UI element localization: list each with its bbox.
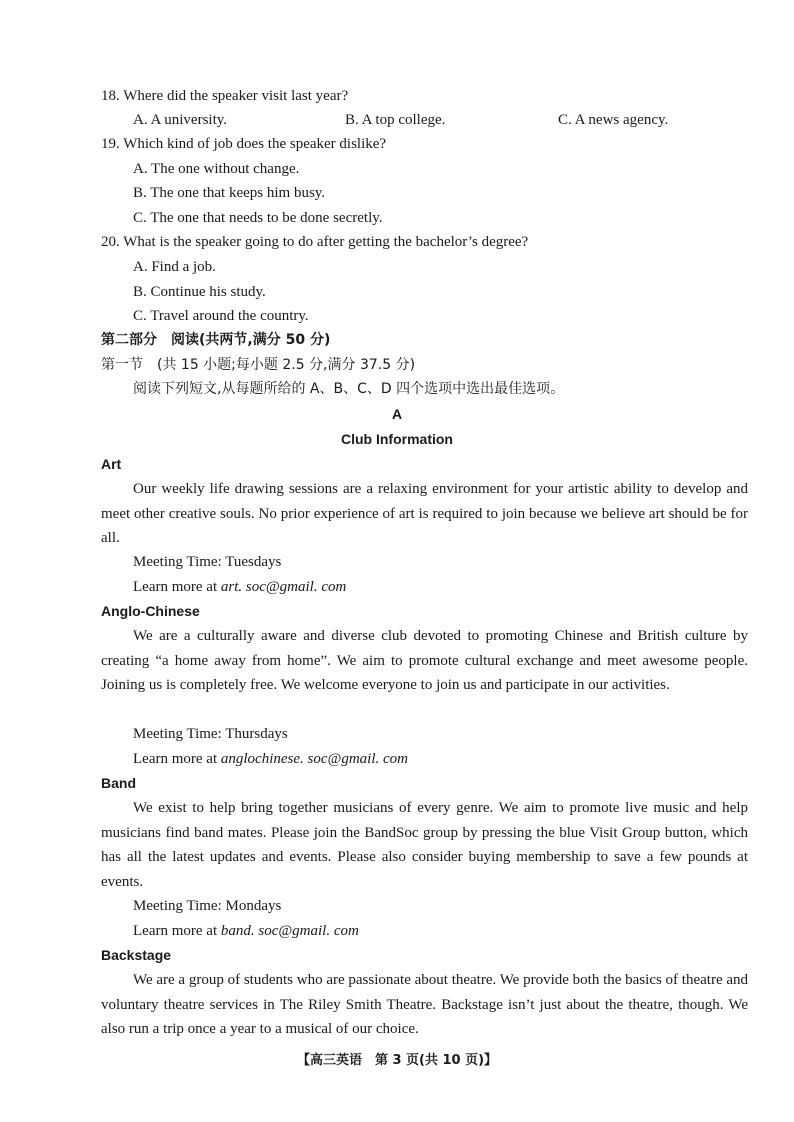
club-meeting-art: Meeting Time: Tuesdays (133, 554, 282, 570)
question-19-option-a: A. The one without change. (133, 161, 300, 177)
question-18-option-c: C. A news agency. (558, 112, 669, 128)
part2-title: 第二部分 阅读(共两节,满分 50 分) (101, 332, 331, 348)
passage-title: Club Information (341, 431, 453, 447)
club-heading-anglo-chinese: Anglo-Chinese (101, 603, 200, 619)
club-desc-anglo-chinese: We are a culturally aware and diverse club devoted to promoting Chinese and British culture by creating “a home away from home”. We aim to promote cultural exchange and meet awesome people. Joining us is completely free. We welcome everyone to join us and participate in our activities. (101, 628, 748, 693)
question-20-option-b: B. Continue his study. (133, 284, 266, 300)
question-19-option-b: B. The one that keeps him busy. (133, 185, 326, 201)
learn-more-label: Learn more at (133, 923, 221, 939)
question-18-options (133, 110, 733, 130)
question-18-option-b: B. A top college. (345, 112, 446, 128)
question-20-stem: 20. What is the speaker going to do after getting the bachelor’s degree? (101, 234, 529, 250)
club-learn-more-anglo-chinese (133, 749, 408, 769)
reading-instruction: 阅读下列短文,从每题所给的 A、B、C、D 四个选项中选出最佳选项。 (133, 381, 565, 397)
question-20-option-a: A. Find a job. (133, 259, 216, 275)
learn-more-label: Learn more at (133, 579, 221, 595)
club-desc-backstage: We are a group of students who are passionate about theatre. We provide both the basics of theatre and voluntary theatre services in The Riley Smith Theatre. Backstage isn’t just about the theatre, though. We also run a trip once a year to a musical of our choice. (101, 972, 749, 1037)
passage-letter: A (391, 406, 403, 422)
club-email-band: band. soc@gmail. com (220, 923, 359, 939)
club-desc-band: We exist to help bring together musicians of every genre. We aim to promote live music and help musicians find band mates. Please join the BandSoc group by pressing the blue Visit Group button, which has all the latest updates and events. Please also consider buying membership to save a few pounds at events. (101, 800, 748, 890)
page-footer: 【高三英语 第 3 页(共 10 页)】 (296, 1053, 498, 1068)
club-meeting-anglo-chinese: Meeting Time: Thursdays (133, 726, 288, 742)
club-heading-band: Band (101, 775, 136, 791)
club-meeting-band: Meeting Time: Mondays (133, 898, 282, 914)
learn-more-label: Learn more at (133, 751, 221, 767)
club-heading-art: Art (101, 456, 122, 472)
club-learn-more-art (133, 577, 346, 597)
question-18-option-a: A. A university. (133, 112, 228, 128)
club-heading-backstage: Backstage (101, 947, 172, 963)
question-19-stem: 19. Which kind of job does the speaker dislike? (101, 136, 387, 152)
question-20-option-c: C. Travel around the country. (133, 308, 309, 324)
club-learn-more-band (133, 921, 359, 941)
question-18-stem: 18. Where did the speaker visit last year? (101, 88, 349, 104)
club-email-anglo-chinese: anglochinese. soc@gmail. com (220, 751, 408, 767)
club-email-art: art. soc@gmail. com (220, 579, 347, 595)
club-desc-art: Our weekly life drawing sessions are a relaxing environment for your artistic ability to develop and meet other creative souls. No prior experience of art is required to join because we believe art should be for all. (101, 481, 748, 546)
section1-title: 第一节 (共 15 小题;每小题 2.5 分,满分 37.5 分) (101, 357, 416, 373)
question-19-option-c: C. The one that needs to be done secretly. (133, 210, 383, 226)
